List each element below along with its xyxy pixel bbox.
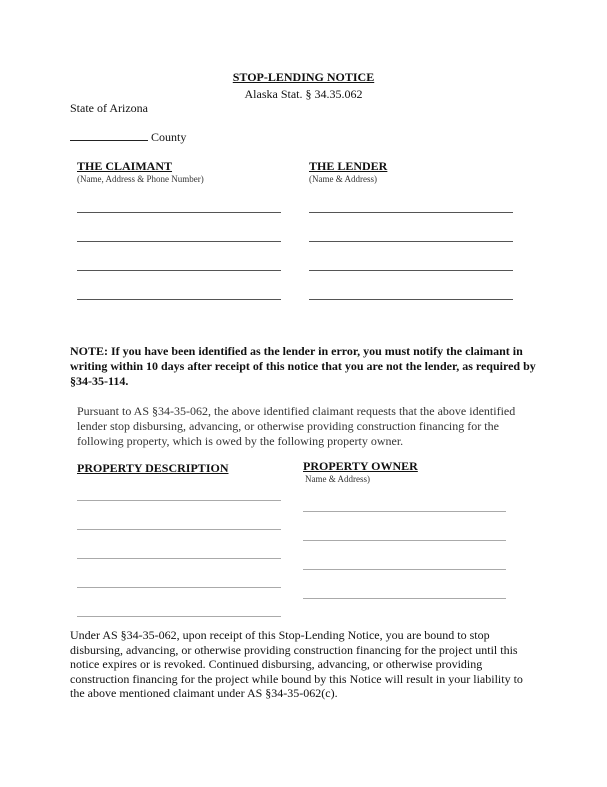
- property-description-line-4[interactable]: [77, 587, 281, 588]
- claimant-section: [77, 159, 204, 184]
- lender-line-1[interactable]: [309, 212, 513, 213]
- lender-line-2[interactable]: [309, 241, 513, 242]
- lender-heading: THE LENDER: [309, 159, 388, 173]
- property-description-line-3[interactable]: [77, 558, 281, 559]
- lender-line-3[interactable]: [309, 270, 513, 271]
- claimant-subheading: (Name, Address & Phone Number): [77, 174, 204, 184]
- claimant-line-4[interactable]: [77, 299, 281, 300]
- county-blank[interactable]: [70, 130, 148, 141]
- pursuant-paragraph: Pursuant to AS §34-35-062, the above identified claimant requests that the above identified lender stop disbursing, advancing, or otherwise providing construction financing for the following property, which is owed by the following property owner.: [77, 404, 516, 448]
- statute-reference: Alaska Stat. § 34.35.062: [244, 87, 363, 101]
- closing-paragraph: Under AS §34-35-062, upon receipt of this Stop-Lending Notice, you are bound to stop disbursing, advancing, or otherwise providing construction financing for the project until this notice expires or is revoked. Continued disbursing, advancing, or otherwise providing construction financing for the project while bound by this Notice will result in your liability to the above mentioned claimant under AS §34-35-062(c).: [70, 628, 523, 700]
- property-owner-section: [303, 459, 418, 484]
- property-description-line-1[interactable]: [77, 500, 281, 501]
- county-field[interactable]: [70, 130, 186, 145]
- claimant-heading: THE CLAIMANT: [77, 159, 173, 173]
- lender-subheading: (Name & Address): [309, 174, 377, 184]
- property-description-line-5[interactable]: [77, 616, 281, 617]
- property-description-line-2[interactable]: [77, 529, 281, 530]
- lender-line-4[interactable]: [309, 299, 513, 300]
- county-label: County: [151, 130, 187, 144]
- claimant-line-1[interactable]: [77, 212, 281, 213]
- property-description-section: [77, 461, 228, 476]
- property-owner-line-2[interactable]: [303, 540, 506, 541]
- property-owner-line-1[interactable]: [303, 511, 506, 512]
- claimant-line-3[interactable]: [77, 270, 281, 271]
- document-title: STOP-LENDING NOTICE: [232, 70, 375, 84]
- lender-error-note: NOTE: If you have been identified as the lender in error, you must notify the claimant in writing within 10 days after receipt of this notice that you are not the lender, as required by §34-35-114.: [70, 344, 536, 388]
- property-description-heading: PROPERTY DESCRIPTION: [77, 461, 229, 475]
- claimant-line-2[interactable]: [77, 241, 281, 242]
- lender-section: [309, 159, 387, 184]
- property-owner-line-4[interactable]: [303, 598, 506, 599]
- property-owner-heading: PROPERTY OWNER: [303, 459, 418, 473]
- property-owner-subheading: Name & Address): [305, 474, 370, 484]
- property-owner-line-3[interactable]: [303, 569, 506, 570]
- state-label: State of Arizona: [70, 101, 148, 115]
